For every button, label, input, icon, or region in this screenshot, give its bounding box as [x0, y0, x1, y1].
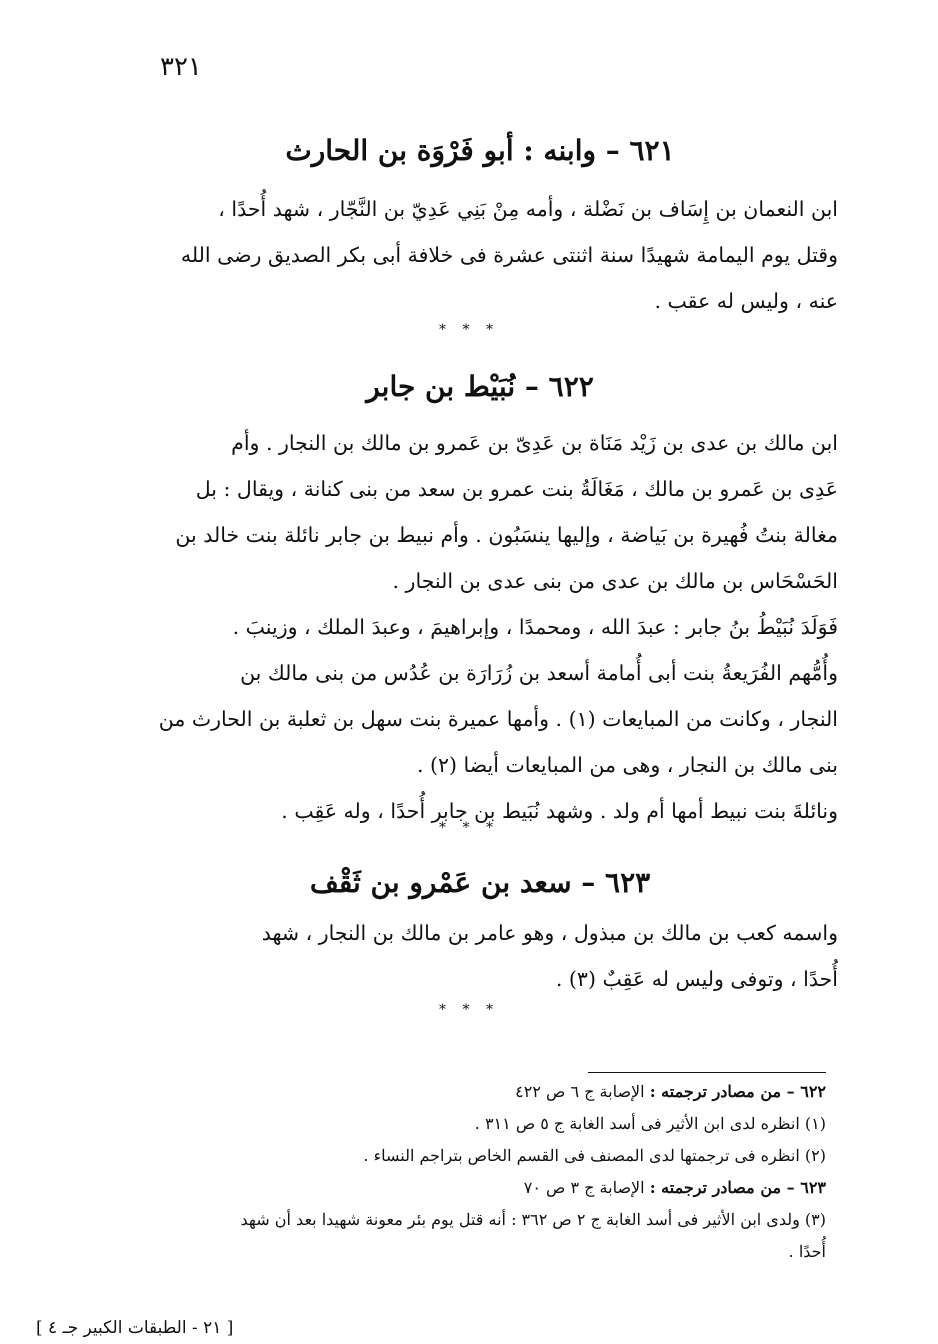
entry-body-622 [126, 420, 838, 834]
section-separator: * * * [439, 820, 499, 836]
entry-body-621 [126, 186, 838, 324]
text-line: ابن النعمان بن إِسَاف بن نَضْلة ، وأمه مِنْ بَنِي عَدِيّ بن النَّجّار ، شهد أُحدًا ، [218, 197, 838, 221]
page-number: ٣٢١ [160, 52, 202, 82]
text-line: عَدِى بن عَمرو بن مالك ، مَغَالَةُ بنت عمرو بن سعد من بنى كنانة ، ويقال : بل [195, 477, 838, 501]
footnote-1: (١) انظره لدى ابن الأثير فى أسد الغابة ج ٥ ص ٣١١ . [474, 1114, 826, 1133]
footnote-source-622: ٦٢٢ – من مصادر ترجمته : الإصابة ج ٦ ص ٤٢٢ [515, 1082, 826, 1101]
text-line: أُحدًا ، وتوفى وليس له عَقِبٌ (٣) . [555, 967, 838, 991]
entry-title-622: ٦٢٢ – نُبَيْط بن جابر [366, 370, 594, 403]
footnote-2: (٢) انظره فى ترجمتها لدى المصنف فى القسم الخاص بتراجم النساء . [363, 1146, 826, 1165]
text-line: بنى مالك بن النجار ، وهى من المبايعات أيضا (٢) . [416, 753, 838, 777]
footnote-source-623: ٦٢٣ – من مصادر ترجمته : الإصابة ج ٣ ص ٧٠ [523, 1178, 826, 1197]
text-line: الحَسْحَاس بن مالك بن عدى من بنى عدى بن النجار . [392, 569, 838, 593]
entry-body-623 [126, 910, 838, 1002]
entry-title-621: ٦٢١ – وابنه : أبو فَرْوَة بن الحارث [285, 134, 675, 167]
section-separator: * * * [439, 1002, 499, 1018]
section-separator: * * * [439, 322, 499, 338]
text-line: وأُمُّهم الفُرَيعةُ بنت أبى أُمامة أسعد بن زُرَارَة بن عُدُس من بنى مالك بن [240, 661, 838, 685]
entry-title-623: ٦٢٣ – سعد بن عَمْرو بن ثَقْف [309, 866, 651, 899]
footnote-rule [588, 1072, 826, 1073]
footnote-3: (٣) ولدى ابن الأثير فى أسد الغابة ج ٢ ص ٣٦٢ : أنه قتل يوم بئر معونة شهيدا بعد أن شهد [240, 1210, 826, 1229]
footnotes [126, 1076, 826, 1268]
text-line: النجار ، وكانت من المبايعات (١) . وأمها عميرة بنت سهل بن ثعلبة بن الحارث من [158, 707, 838, 731]
text-line: فَوَلَدَ نُبَيْطُ بنُ جابر : عبدَ الله ، ومحمدًا ، وإبراهيمَ ، وعبدَ الملك ، وزينبَ . [232, 615, 838, 639]
text-line: وقتل يوم اليمامة شهيدًا سنة اثنتى عشرة فى خلافة أبى بكر الصديق رضى الله [180, 243, 838, 267]
text-line: واسمه كعب بن مالك بن مبذول ، وهو عامر بن مالك بن النجار ، شهد [261, 921, 838, 945]
footnote-3-continuation: أُحدًا . [788, 1242, 826, 1261]
text-line: عنه ، وليس له عقب . [654, 289, 838, 313]
page-footer: [ ٢١ - الطبقات الكبير جـ ٤ ] [36, 1318, 234, 1338]
text-line: مغالة بنتُ فُهيرة بن بَياضة ، وإليها ينسَبُون . وأم نبيط بن جابر نائلة بنت خالد بن [175, 523, 838, 547]
text-line: ونائلةَ بنت نبيط أمها أم ولد . وشهد نُبَيط بن جابر أُحدًا ، وله عَقِب . [281, 799, 838, 823]
text-line: ابن مالك بن عدى بن زَيْد مَنَاة بن عَدِىّ بن عَمرو بن مالك بن النجار . وأم [231, 431, 838, 455]
